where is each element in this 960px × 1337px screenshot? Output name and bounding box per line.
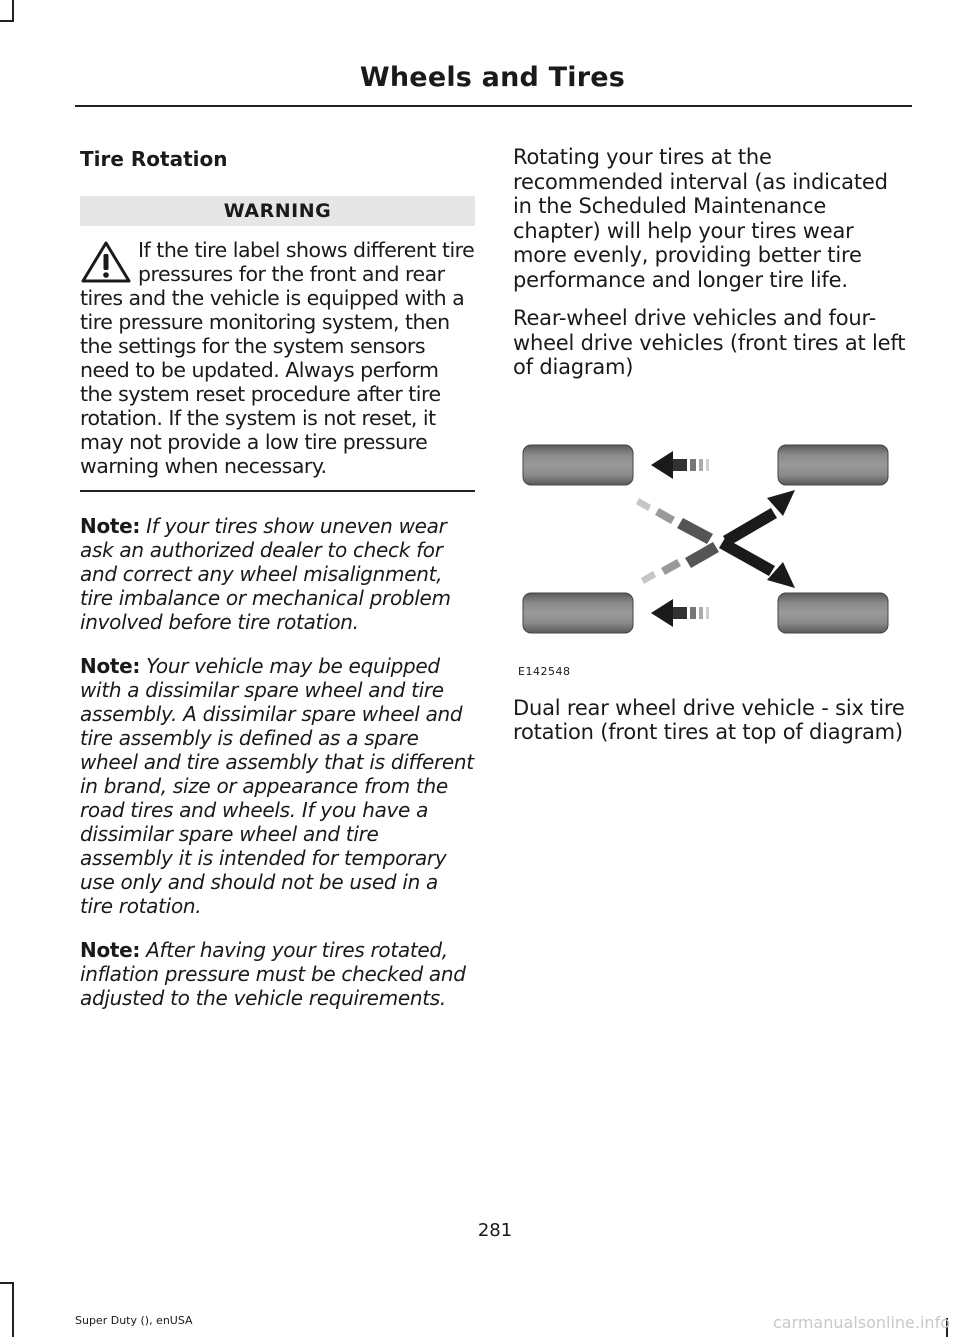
note-text: If your tires show uneven wear ask an authorized dealer to check for and correct any wheel misalignment, tire imbalance or mechanical problem involved before tire rotation. — [80, 514, 451, 634]
rotation-paragraph: Rotating your tires at the recommended interval (as indicated in the Scheduled Maintenance chapter) will help your tires wear more evenly, providing better tire performance and longer tire life. — [513, 145, 888, 292]
edition-footer: Super Duty (), enUSA — [75, 1314, 193, 1327]
warning-box — [80, 238, 475, 492]
tire-front-left — [523, 445, 633, 485]
note — [80, 654, 475, 918]
crop-mark — [12, 1282, 14, 1337]
page-number: 281 — [477, 1220, 513, 1241]
note-label: Note: — [80, 654, 141, 678]
note — [80, 938, 475, 1010]
warning-label: WARNING — [80, 196, 475, 226]
tire-front-right — [523, 593, 633, 633]
figure-code: E142548 — [518, 664, 571, 678]
rwd-4wd-paragraph: Rear-wheel drive vehicles and four-wheel drive vehicles (front tires at left of diagram) — [513, 306, 906, 379]
note-text: After having your tires rotated, inflation pressure must be checked and adjusted to the vehicle requirements. — [80, 938, 466, 1010]
section-title: Tire Rotation — [80, 147, 228, 171]
tire-rotation-illustration — [513, 438, 913, 663]
note-text: Your vehicle may be equipped with a dissimilar spare wheel and tire assembly. A dissimilar spare wheel and tire assembly is defined as a spare wheel and tire assembly that is different in brand, size or appearance from the road tires and wheels. If you have a dissimilar spare wheel and tire assembly it is intended for temporary use only and should not be used in a tire rotation. — [80, 654, 474, 918]
straight-arrow-bottom — [651, 599, 709, 627]
chapter-title: Wheels and Tires — [359, 62, 625, 93]
note-label: Note: — [80, 514, 141, 538]
right-column — [513, 145, 908, 766]
warning-text: If the tire label shows different tire pressures for the front and rear tires and the vehicle is equipped with a tire pressure monitoring system, then the settings for the system sensors need to be updated. Always perform the system reset procedure after tire rotation. If the system is not reset, it may not provide a low tire pressure warning when necessary. — [80, 238, 475, 478]
straight-arrow-top — [651, 451, 709, 479]
crop-mark — [0, 20, 14, 22]
left-column — [80, 145, 475, 1030]
header-rule — [75, 105, 912, 107]
note — [80, 514, 475, 634]
note-label: Note: — [80, 938, 141, 962]
warning-triangle-icon — [80, 240, 132, 284]
tire-rear-right — [778, 445, 888, 485]
crop-mark — [12, 0, 14, 22]
watermark: carmanualsonline.info — [772, 1313, 950, 1332]
tire-rotation-diagram — [513, 438, 913, 678]
tire-rear-left — [778, 593, 888, 633]
crop-mark — [0, 1282, 14, 1284]
dual-rear-wheel-caption: Dual rear wheel drive vehicle - six tire rotation (front tires at top of diagram) — [513, 695, 905, 744]
